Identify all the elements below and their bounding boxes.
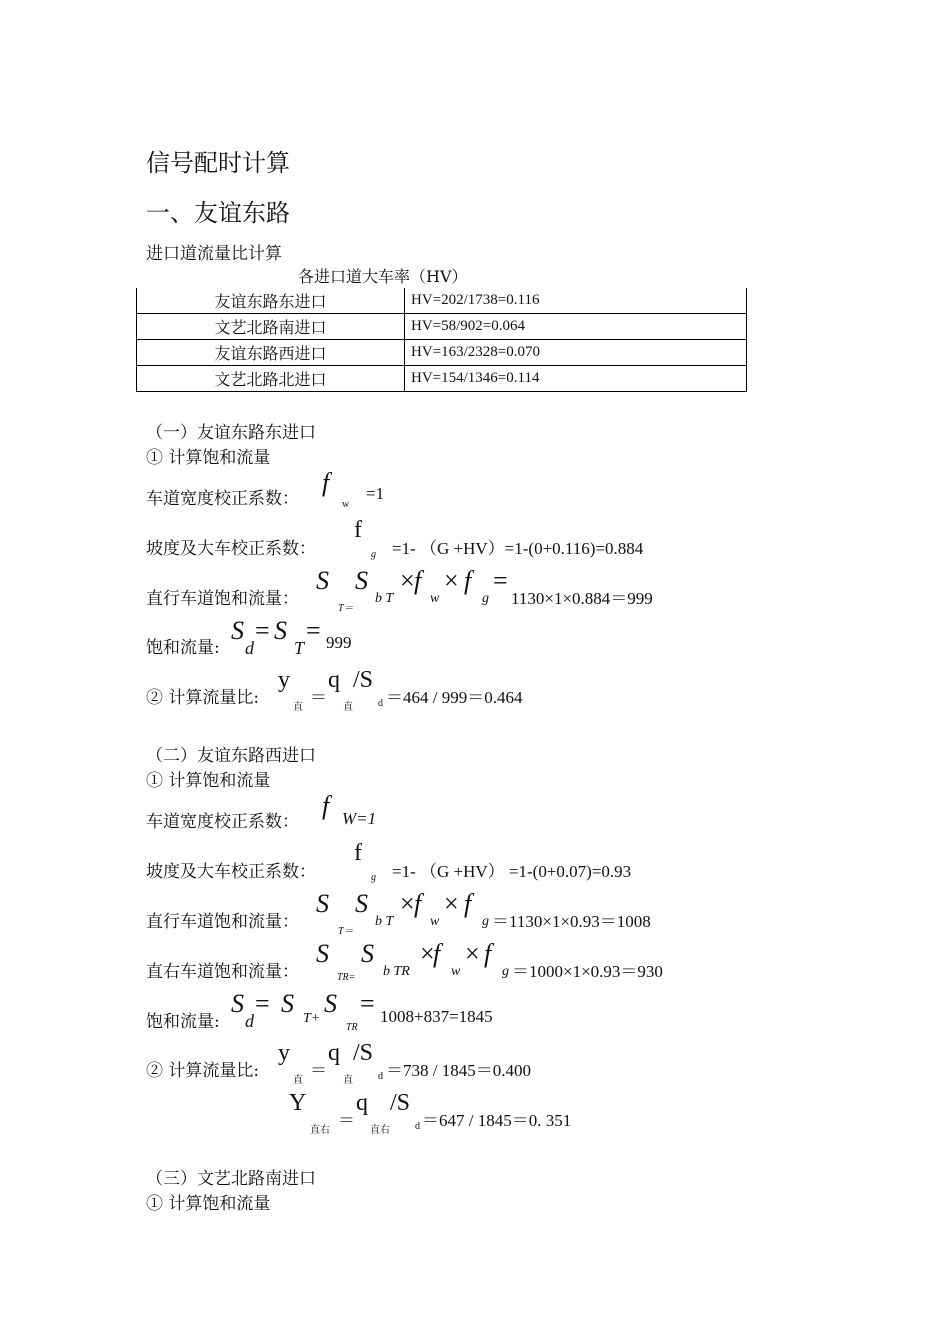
west-fg-label: 坡度及大车校正系数：: [146, 862, 316, 882]
formula-op: =: [255, 616, 270, 645]
west-step2: ② 计算流量比:: [146, 1061, 260, 1081]
formula-value: W=1: [342, 809, 377, 828]
south-heading: （三）文艺北路南进口: [146, 1169, 316, 1189]
east-sd-label: 饱和流量:: [146, 638, 220, 658]
formula-sub: d: [378, 1071, 383, 1082]
formula-f: f: [354, 517, 362, 543]
east-fw-label: 车道宽度校正系数：: [146, 489, 299, 509]
formula-sub: 直: [293, 1075, 303, 1086]
formula-f: f: [464, 566, 472, 595]
formula-sub: T+: [303, 1011, 321, 1026]
east-step2: ② 计算流量比:: [146, 688, 260, 708]
formula-S: /S: [390, 1090, 411, 1116]
formula-sub: b T: [375, 914, 394, 929]
west-heading: （二）友谊东路西进口: [146, 746, 316, 766]
formula-sub: b TR: [383, 964, 410, 979]
formula-S: S: [361, 939, 374, 968]
formula-sub: 直: [293, 702, 303, 713]
table-cell-value: HV=154/1346=0.114: [405, 366, 747, 392]
formula-sub: d: [245, 638, 254, 658]
table-row: [137, 340, 747, 366]
formula-op: =: [306, 616, 321, 645]
formula-sub: d: [415, 1121, 420, 1132]
formula-S: S: [316, 939, 329, 968]
formula-sub: 直右: [310, 1125, 330, 1136]
formula-f: f: [414, 889, 422, 918]
table-cell-value: HV=202/1738=0.116: [405, 288, 747, 314]
formula-y: y: [278, 667, 290, 693]
formula-sub: w: [342, 499, 350, 510]
formula-sub: g: [502, 964, 509, 979]
east-step1: ① 计算饱和流量: [146, 448, 271, 468]
formula-sub: g: [482, 914, 489, 929]
formula-op: ×: [400, 889, 415, 918]
formula-op: ＝: [310, 688, 327, 707]
table-cell-name: 文艺北路南进口: [137, 314, 405, 340]
formula-op: ×: [444, 566, 459, 595]
table-row: [137, 288, 747, 314]
formula-q: q: [356, 1090, 368, 1116]
formula-op: ×: [444, 889, 459, 918]
subheading: 进口道流量比计算: [146, 244, 282, 264]
formula-f: f: [354, 840, 362, 866]
formula-value: =1- （G +HV）=1-(0+0.116)=0.884: [392, 539, 644, 558]
formula-sub: g: [371, 549, 376, 560]
formula-sub: T＝: [338, 926, 354, 937]
formula-value: 1130×1×0.884＝999: [511, 589, 653, 608]
formula-sub: g: [371, 872, 376, 883]
formula-sub: 直右: [370, 1125, 390, 1136]
formula-f: f: [322, 468, 330, 497]
formula-op: ×: [420, 939, 435, 968]
west-fw-label: 车道宽度校正系数：: [146, 812, 299, 832]
formula-sub: d: [378, 698, 383, 709]
table-row: [137, 366, 747, 392]
formula-f: f: [484, 939, 492, 968]
table-row: [137, 314, 747, 340]
table-cell-name: 文艺北路北进口: [137, 366, 405, 392]
formula-sub: 直: [343, 1075, 353, 1086]
formula-S: S: [274, 616, 287, 645]
formula-op: =: [360, 989, 375, 1018]
formula-op: =: [255, 989, 270, 1018]
west-sd-label: 饱和流量:: [146, 1012, 220, 1032]
formula-S: S: [231, 616, 244, 645]
formula-value: 1008+837=1845: [380, 1007, 493, 1026]
formula-op: ×: [400, 566, 415, 595]
formula-q: q: [328, 667, 340, 693]
formula-f: f: [464, 889, 472, 918]
formula-sub: d: [245, 1011, 254, 1031]
formula-sub: w: [451, 964, 461, 979]
hv-table: [136, 288, 747, 392]
formula-sub: g: [482, 591, 489, 606]
table-cell-value: HV=58/902=0.064: [405, 314, 747, 340]
formula-S: /S: [353, 1040, 374, 1066]
table-cell-name: 友谊东路西进口: [137, 340, 405, 366]
west-str-label: 直右车道饱和流量：: [146, 962, 299, 982]
formula-sub: T: [294, 638, 305, 658]
formula-op: ×: [465, 939, 480, 968]
formula-sub: w: [430, 914, 440, 929]
formula-sub: w: [430, 591, 440, 606]
formula-S: S: [355, 889, 368, 918]
formula-sub: T＝: [338, 603, 354, 614]
table-caption: 各进口道大车率（HV）: [298, 267, 468, 286]
formula-S: S: [281, 989, 294, 1018]
west-step1: ① 计算饱和流量: [146, 771, 271, 791]
formula-value: =1- （G +HV） =1-(0+0.07)=0.93: [392, 862, 632, 881]
formula-value: ＝464 / 999＝0.464: [386, 688, 523, 707]
south-step1: ① 计算饱和流量: [146, 1194, 271, 1214]
formula-sub: 直: [343, 702, 353, 713]
formula-value: 999: [326, 633, 352, 652]
formula-S: S: [355, 566, 368, 595]
formula-S: S: [324, 989, 337, 1018]
formula-op: =: [493, 566, 508, 595]
formula-sub: b T: [375, 591, 394, 606]
table-cell-value: HV=163/2328=0.070: [405, 340, 747, 366]
east-st-label: 直行车道饱和流量：: [146, 589, 299, 609]
formula-f: f: [322, 791, 330, 820]
formula-Y: Y: [289, 1090, 307, 1116]
formula-value: ＝1130×1×0.93＝1008: [492, 912, 651, 931]
formula-op: ＝: [338, 1111, 355, 1130]
formula-y: y: [278, 1040, 290, 1066]
formula-S: S: [316, 566, 329, 595]
formula-sub: TR: [346, 1022, 358, 1033]
formula-value: ＝1000×1×0.93＝930: [512, 962, 663, 981]
formula-op: ＝: [310, 1061, 327, 1080]
table-cell-name: 友谊东路东进口: [137, 288, 405, 314]
east-heading: （一）友谊东路东进口: [146, 423, 316, 443]
formula-f: f: [433, 939, 441, 968]
section-heading: 一、友谊东路: [146, 199, 290, 227]
formula-value: ＝647 / 1845＝0. 351: [422, 1111, 572, 1130]
formula-value: ＝738 / 1845＝0.400: [386, 1061, 531, 1080]
formula-S: S: [316, 889, 329, 918]
formula-f: f: [414, 566, 422, 595]
formula-sub: TR=: [337, 972, 356, 983]
page-title: 信号配时计算: [146, 149, 290, 177]
west-st-label: 直行车道饱和流量：: [146, 912, 299, 932]
formula-q: q: [328, 1040, 340, 1066]
east-fg-label: 坡度及大车校正系数：: [146, 539, 316, 559]
formula-S: S: [231, 989, 244, 1018]
formula-value: =1: [366, 484, 385, 503]
formula-S: /S: [353, 667, 374, 693]
